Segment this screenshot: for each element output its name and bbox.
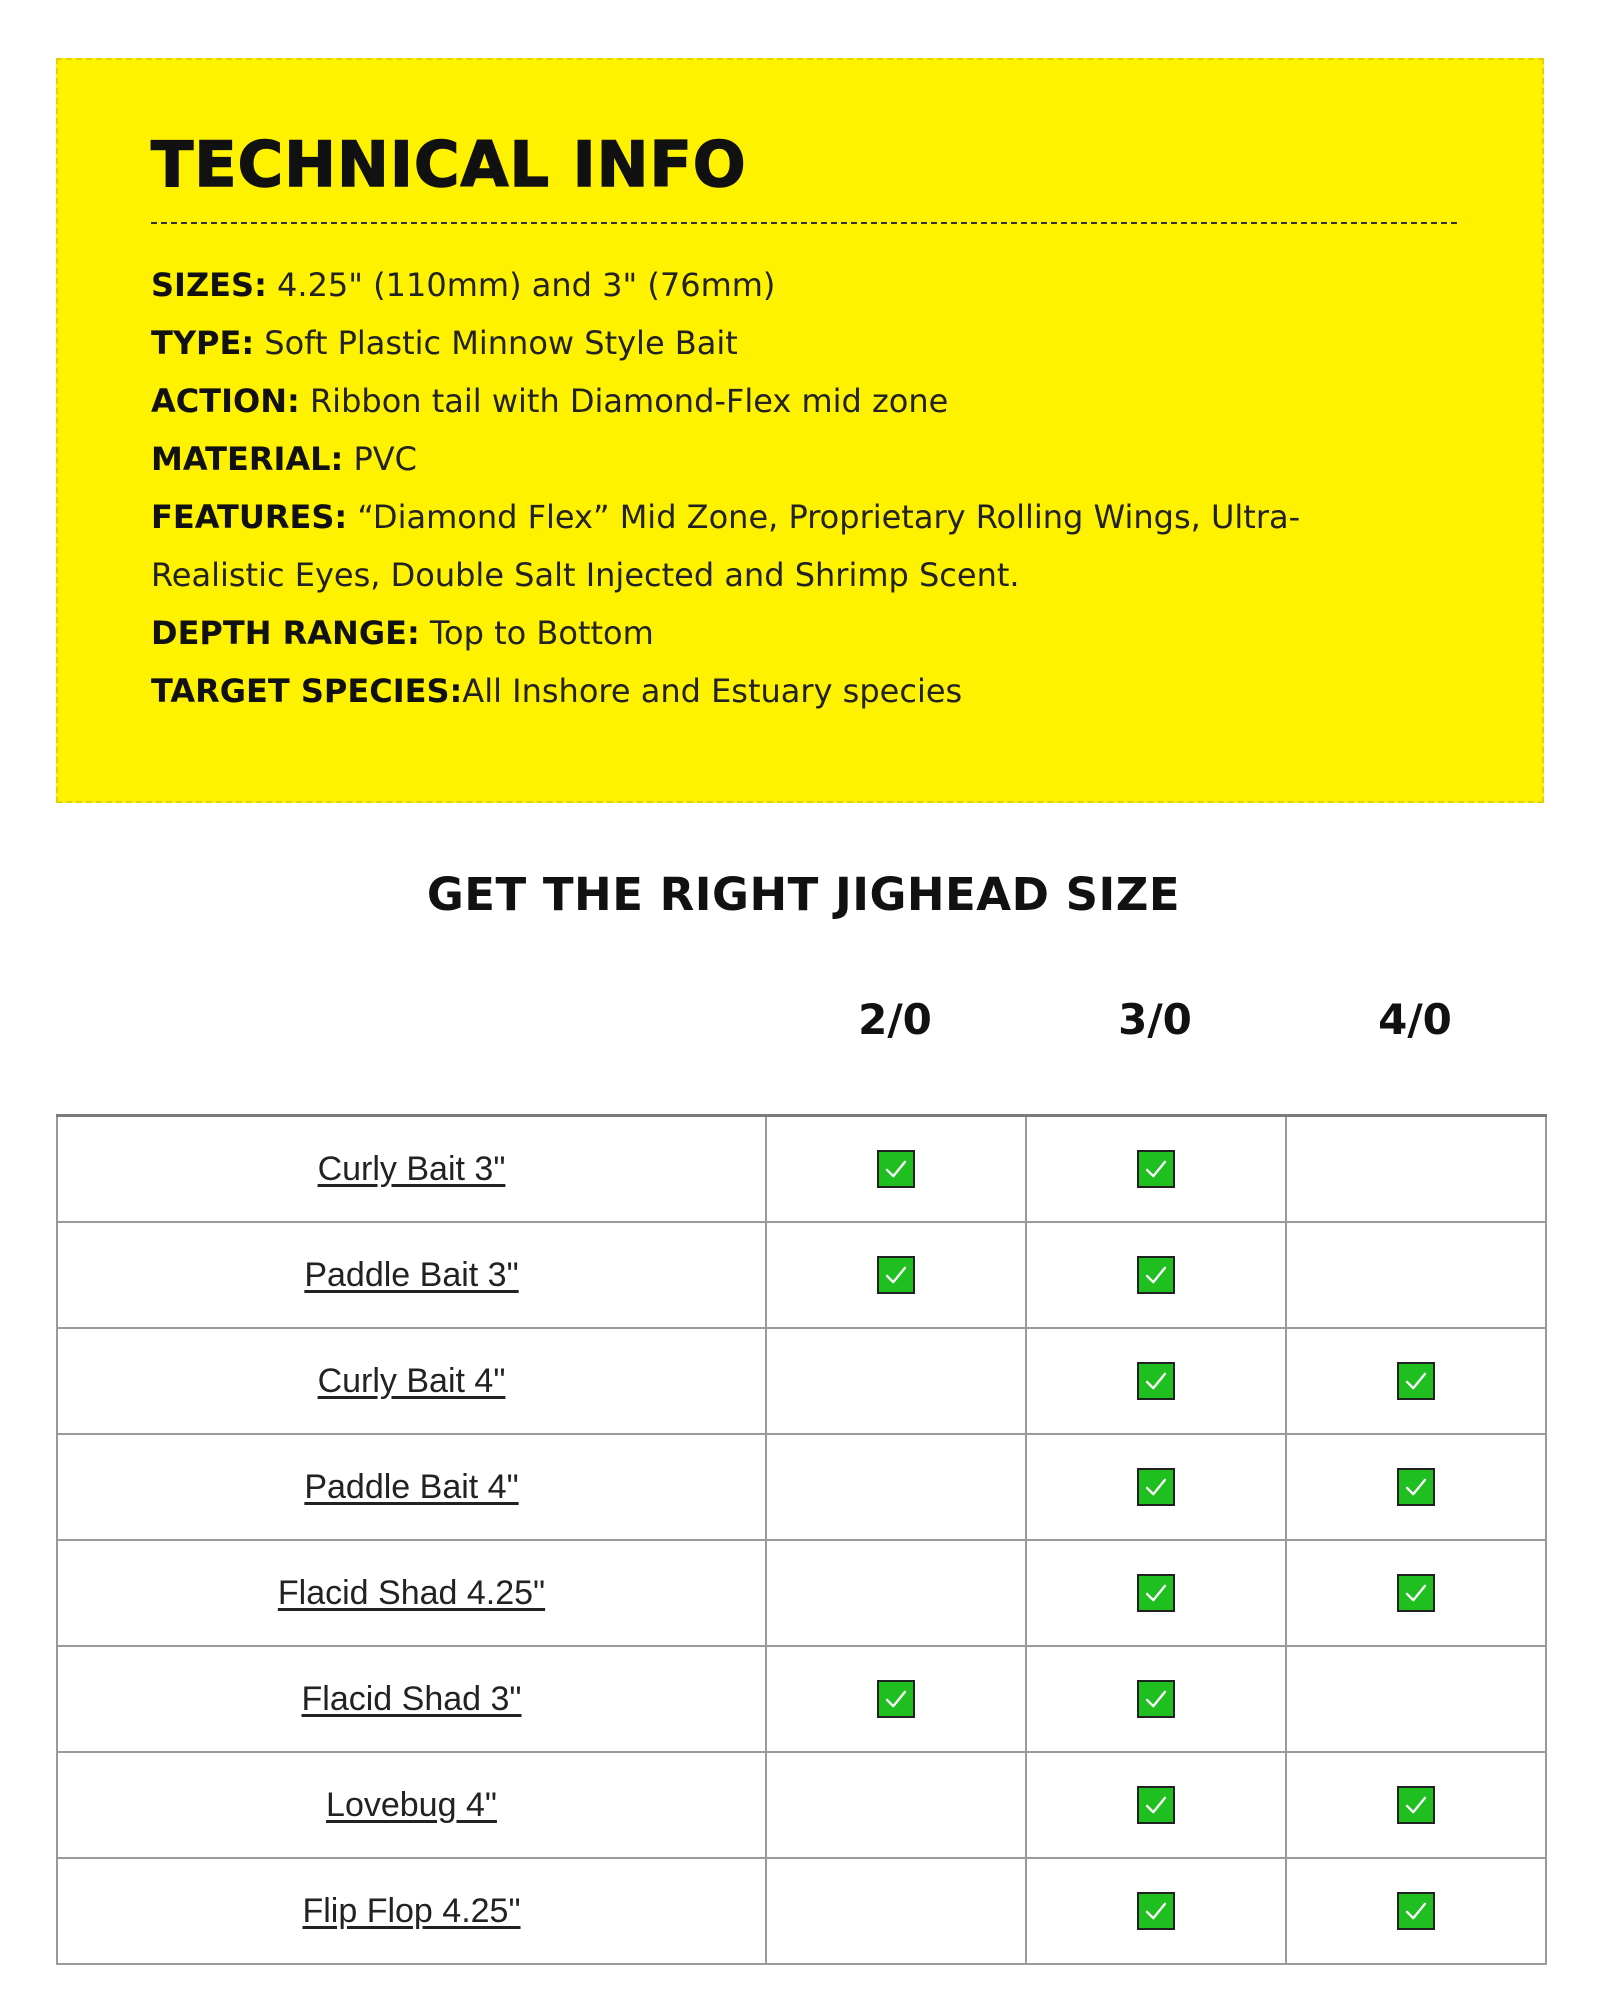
checkmark-icon bbox=[1397, 1362, 1435, 1400]
bait-link[interactable]: Paddle Bait 3" bbox=[304, 1255, 519, 1294]
bait-name-cell bbox=[57, 1328, 766, 1434]
spec-value: “Diamond Flex” Mid Zone, Proprietary Rolling Wings, Ultra- bbox=[347, 498, 1301, 536]
spec-list bbox=[151, 256, 1481, 720]
checkmark-icon bbox=[877, 1680, 915, 1718]
checkmark-icon bbox=[1137, 1680, 1175, 1718]
spec-value: PVC bbox=[343, 440, 418, 478]
size-cell-3-0 bbox=[1026, 1434, 1286, 1540]
spec-target-species bbox=[151, 662, 1481, 720]
checkmark-icon bbox=[877, 1150, 915, 1188]
checkmark-icon bbox=[1397, 1468, 1435, 1506]
jighead-table-body bbox=[57, 1116, 1546, 1965]
size-cell-4-0 bbox=[1286, 1116, 1546, 1223]
checkmark-icon bbox=[1137, 1786, 1175, 1824]
size-cell-2-0 bbox=[766, 1646, 1026, 1752]
spec-material bbox=[151, 430, 1481, 488]
size-cell-3-0 bbox=[1026, 1646, 1286, 1752]
spec-value: All Inshore and Estuary species bbox=[462, 672, 963, 710]
table-row bbox=[57, 1434, 1546, 1540]
spec-value: Top to Bottom bbox=[419, 614, 654, 652]
table-row bbox=[57, 1858, 1546, 1964]
checkmark-icon bbox=[1397, 1786, 1435, 1824]
size-cell-2-0 bbox=[766, 1434, 1026, 1540]
checkmark-icon bbox=[1137, 1468, 1175, 1506]
checkmark-icon bbox=[1137, 1574, 1175, 1612]
bait-link[interactable]: Lovebug 4" bbox=[326, 1785, 497, 1824]
technical-info-title: TECHNICAL INFO bbox=[151, 128, 747, 201]
bait-link[interactable]: Curly Bait 4" bbox=[317, 1361, 506, 1400]
checkmark-icon bbox=[877, 1256, 915, 1294]
spec-label: TARGET SPECIES: bbox=[151, 672, 463, 710]
size-cell-4-0 bbox=[1286, 1222, 1546, 1328]
spec-label: SIZES: bbox=[151, 266, 267, 304]
table-row bbox=[57, 1328, 1546, 1434]
size-cell-4-0 bbox=[1286, 1540, 1546, 1646]
bait-name-cell bbox=[57, 1646, 766, 1752]
size-cell-2-0 bbox=[766, 1222, 1026, 1328]
spec-features-continued: Realistic Eyes, Double Salt Injected and Shrimp Scent. bbox=[151, 556, 1020, 594]
column-header-2-0: 2/0 bbox=[858, 995, 932, 1044]
size-cell-2-0 bbox=[766, 1540, 1026, 1646]
checkmark-icon bbox=[1137, 1362, 1175, 1400]
size-cell-4-0 bbox=[1286, 1328, 1546, 1434]
spec-depth-range bbox=[151, 604, 1481, 662]
table-row bbox=[57, 1116, 1546, 1223]
size-cell-3-0 bbox=[1026, 1858, 1286, 1964]
bait-name-cell bbox=[57, 1752, 766, 1858]
spec-value: Soft Plastic Minnow Style Bait bbox=[254, 324, 738, 362]
bait-name-cell bbox=[57, 1858, 766, 1964]
spec-label: MATERIAL: bbox=[151, 440, 344, 478]
checkmark-icon bbox=[1137, 1256, 1175, 1294]
spec-label: TYPE: bbox=[151, 324, 255, 362]
column-header-3-0: 3/0 bbox=[1118, 995, 1192, 1044]
bait-link[interactable]: Paddle Bait 4" bbox=[304, 1467, 519, 1506]
bait-name-cell bbox=[57, 1222, 766, 1328]
size-cell-2-0 bbox=[766, 1858, 1026, 1964]
checkmark-icon bbox=[1137, 1892, 1175, 1930]
table-row bbox=[57, 1222, 1546, 1328]
size-cell-3-0 bbox=[1026, 1328, 1286, 1434]
bait-name-cell bbox=[57, 1116, 766, 1223]
table-row bbox=[57, 1540, 1546, 1646]
bait-link[interactable]: Flacid Shad 3" bbox=[301, 1679, 522, 1718]
bait-name-cell bbox=[57, 1434, 766, 1540]
spec-label: DEPTH RANGE: bbox=[151, 614, 420, 652]
bait-link[interactable]: Flip Flop 4.25" bbox=[302, 1891, 521, 1930]
size-cell-2-0 bbox=[766, 1328, 1026, 1434]
spec-value: 4.25" (110mm) and 3" (76mm) bbox=[266, 266, 776, 304]
size-cell-3-0 bbox=[1026, 1540, 1286, 1646]
dashed-divider bbox=[151, 222, 1457, 224]
table-row bbox=[57, 1646, 1546, 1752]
spec-label: ACTION: bbox=[151, 382, 300, 420]
technical-info-panel bbox=[56, 58, 1544, 803]
jighead-size-title: GET THE RIGHT JIGHEAD SIZE bbox=[426, 868, 1181, 921]
size-cell-4-0 bbox=[1286, 1752, 1546, 1858]
checkmark-icon bbox=[1397, 1574, 1435, 1612]
table-row bbox=[57, 1752, 1546, 1858]
size-cell-2-0 bbox=[766, 1116, 1026, 1223]
spec-sizes bbox=[151, 256, 1481, 314]
size-cell-4-0 bbox=[1286, 1858, 1546, 1964]
size-cell-3-0 bbox=[1026, 1222, 1286, 1328]
spec-type bbox=[151, 314, 1481, 372]
jighead-size-table bbox=[56, 1114, 1547, 1965]
bait-link[interactable]: Curly Bait 3" bbox=[317, 1149, 506, 1188]
spec-value: Ribbon tail with Diamond-Flex mid zone bbox=[299, 382, 949, 420]
spec-action bbox=[151, 372, 1481, 430]
bait-link[interactable]: Flacid Shad 4.25" bbox=[277, 1573, 546, 1612]
size-cell-4-0 bbox=[1286, 1434, 1546, 1540]
size-cell-2-0 bbox=[766, 1752, 1026, 1858]
spec-label: FEATURES: bbox=[151, 498, 348, 536]
size-cell-4-0 bbox=[1286, 1646, 1546, 1752]
size-cell-3-0 bbox=[1026, 1752, 1286, 1858]
checkmark-icon bbox=[1137, 1150, 1175, 1188]
checkmark-icon bbox=[1397, 1892, 1435, 1930]
column-header-4-0: 4/0 bbox=[1378, 995, 1452, 1044]
bait-name-cell bbox=[57, 1540, 766, 1646]
size-cell-3-0 bbox=[1026, 1116, 1286, 1223]
spec-features bbox=[151, 488, 1481, 546]
